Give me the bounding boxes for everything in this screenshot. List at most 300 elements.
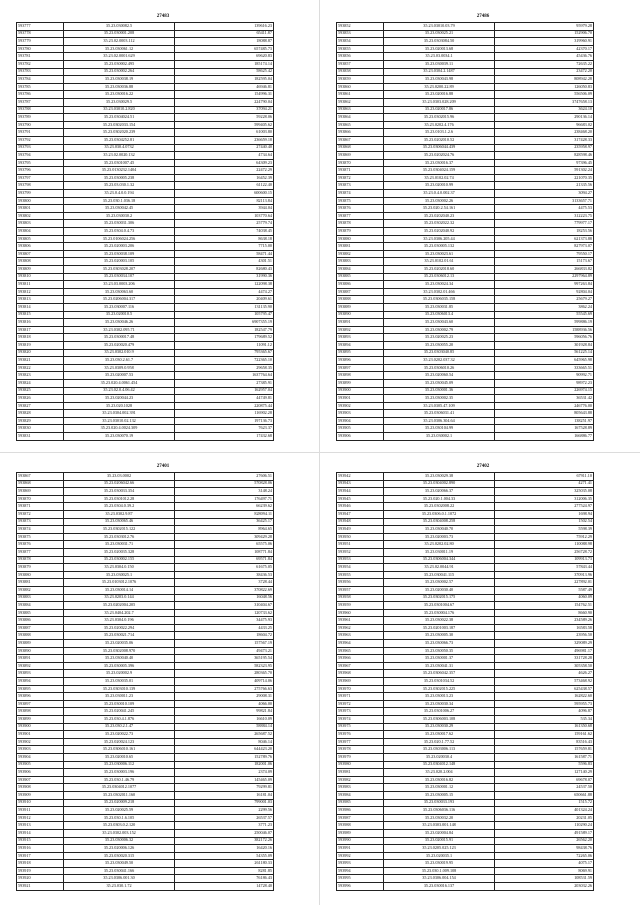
- record-id-cell: 593873: [17, 518, 64, 526]
- amount-cell: 145465.09: [175, 776, 274, 784]
- record-id-cell: 593883: [17, 594, 64, 602]
- account-code-cell: 35.23.0305.47.109: [384, 402, 495, 410]
- table-row: [337, 495, 594, 503]
- table-row: [17, 510, 274, 518]
- account-code-cell: 35.23.0202040.92: [384, 228, 495, 236]
- amount-cell: 26537.57: [175, 814, 274, 822]
- amount-cell: 5596.83: [495, 761, 594, 769]
- account-code-cell: 35.23.030002.57: [384, 579, 495, 587]
- record-id-cell: 593903: [337, 410, 384, 418]
- ledger-table: [336, 22, 594, 441]
- account-code-cell: 35.23.030041.115: [384, 571, 495, 579]
- table-row: [337, 129, 594, 137]
- record-id-cell: 593872: [337, 174, 384, 182]
- account-code-cell: 35.23.0306.205.44: [384, 235, 495, 243]
- account-code-cell: 35.23.0303.0.2.120: [64, 822, 175, 830]
- amount-cell: 38436.53: [175, 571, 274, 579]
- record-id-cell: 593882: [17, 586, 64, 594]
- account-code-cell: 35.23.0306035.158: [384, 296, 495, 304]
- amount-cell: 8046.14: [175, 738, 274, 746]
- amount-cell: 16452.39: [175, 174, 274, 182]
- table-row: [17, 776, 274, 784]
- amount-cell: 66239.62: [175, 503, 274, 511]
- table-row: [17, 693, 274, 701]
- amount-cell: 370822.69: [175, 586, 274, 594]
- table-row: [17, 228, 274, 236]
- record-id-cell: 593987: [337, 814, 384, 822]
- record-id-cell: 593976: [337, 731, 384, 739]
- record-id-cell: 593869: [17, 488, 64, 496]
- account-code-cell: 35.23.0202.02.80: [384, 541, 495, 549]
- record-id-cell: 593919: [17, 867, 64, 875]
- amount-cell: 7715.00: [175, 243, 274, 251]
- table-row: [17, 799, 274, 807]
- amount-cell: 58884.14: [175, 723, 274, 731]
- record-id-cell: 593983: [337, 784, 384, 792]
- account-code-cell: 35.23.030011.19: [384, 548, 495, 556]
- account-code-cell: 35.23.030.1.72: [64, 883, 175, 891]
- account-code-cell: 35.23.0302015.225: [384, 685, 495, 693]
- amount-cell: 827973.07: [495, 243, 594, 251]
- record-id-cell: 593911: [17, 807, 64, 815]
- record-id-cell: 593968: [337, 670, 384, 678]
- table-row: [17, 556, 274, 564]
- table-row: [337, 410, 594, 418]
- record-id-cell: 593790: [17, 121, 64, 129]
- table-row: [17, 761, 274, 769]
- record-id-cell: 593821: [17, 357, 64, 365]
- amount-cell: 595955.73: [495, 700, 594, 708]
- table-row: [17, 433, 274, 441]
- record-id-cell: 593905: [337, 425, 384, 433]
- table-row: [337, 372, 594, 380]
- account-code-cell: 35.23.0202018.60: [384, 266, 495, 274]
- amount-cell: 266833.82: [495, 266, 594, 274]
- table-row: [17, 417, 274, 425]
- account-code-cell: 35.23.020022.294: [64, 624, 175, 632]
- account-code-cell: 35.23.0306013.4: [384, 311, 495, 319]
- record-id-cell: 593885: [337, 273, 384, 281]
- amount-cell: 46946.81: [175, 83, 274, 91]
- account-code-cell: 35.23.0.4.0.0.194: [64, 190, 175, 198]
- account-code-cell: 35.23.030043.98: [384, 76, 495, 84]
- amount-cell: 67911.10: [495, 473, 594, 481]
- amount-cell: 36425.17: [175, 518, 274, 526]
- table-row: [337, 640, 594, 648]
- amount-cell: 161587.71: [495, 753, 594, 761]
- account-code-cell: 35.23.030032.20: [384, 814, 495, 822]
- table-row: [17, 303, 274, 311]
- table-row: [337, 624, 594, 632]
- amount-cell: 61122.40: [175, 182, 274, 190]
- amount-cell: 157567.19: [175, 640, 274, 648]
- record-id-cell: 593896: [17, 693, 64, 701]
- amount-cell: 312006.35: [495, 495, 594, 503]
- amount-cell: 8281.85: [175, 867, 274, 875]
- account-code-cell: 35.23.030066.73: [384, 640, 495, 648]
- amount-cell: 25779.74: [175, 220, 274, 228]
- table-row: [337, 174, 594, 182]
- amount-cell: 226974.15: [495, 387, 594, 395]
- table-row: [337, 571, 594, 579]
- ledger-table: [16, 22, 274, 441]
- account-code-cell: 35.23.0306010.161: [64, 746, 175, 754]
- account-code-cell: 35.23.030002.495: [64, 60, 175, 68]
- record-id-cell: 593990: [337, 837, 384, 845]
- table-row: [17, 266, 274, 274]
- amount-cell: 109913.73: [495, 556, 594, 564]
- record-id-cell: 593867: [17, 473, 64, 481]
- record-id-cell: 593899: [17, 716, 64, 724]
- table-row: [337, 480, 594, 488]
- record-id-cell: 593904: [17, 753, 64, 761]
- table-row: [17, 273, 274, 281]
- amount-cell: 96683.02: [495, 121, 594, 129]
- table-row: [17, 68, 274, 76]
- amount-cell: 120733.62: [175, 609, 274, 617]
- amount-cell: 26562.20: [495, 837, 594, 845]
- amount-cell: 16181.04: [175, 791, 274, 799]
- account-code-cell: 35.23.020.1028: [64, 402, 175, 410]
- table-row: [17, 594, 274, 602]
- record-id-cell: 593947: [337, 510, 384, 518]
- table-row: [337, 883, 594, 891]
- account-code-cell: 35.23.030030.34: [384, 700, 495, 708]
- account-code-cell: 35.23.0102.01.61: [384, 258, 495, 266]
- record-id-cell: 593894: [337, 341, 384, 349]
- record-id-cell: 593981: [337, 769, 384, 777]
- account-code-cell: 35.23.030031.71: [64, 541, 175, 549]
- account-code-cell: 35.23.020013.68: [384, 45, 495, 53]
- amount-cell: 74038.45: [175, 228, 274, 236]
- table-row: [337, 693, 594, 701]
- amount-cell: 34475.93: [175, 617, 274, 625]
- account-code-cell: 35.23.0202040.23: [384, 212, 495, 220]
- account-code-cell: 35.23.030.4.0732: [64, 144, 175, 152]
- amount-cell: 161350.68: [495, 723, 594, 731]
- record-id-cell: 593956: [337, 579, 384, 587]
- table-row: [337, 76, 594, 84]
- record-id-cell: 593820: [17, 349, 64, 357]
- amount-cell: 42370.17: [495, 45, 594, 53]
- amount-cell: 97396.45: [495, 159, 594, 167]
- amount-cell: 1515.72: [495, 799, 594, 807]
- record-id-cell: 593942: [337, 473, 384, 481]
- account-code-cell: 35.23.0304.0.4.73: [64, 228, 175, 236]
- account-code-cell: 35.23.0303040.85: [384, 349, 495, 357]
- amount-cell: 72635.22: [495, 60, 594, 68]
- account-code-cell: 35.23.020066.37: [384, 488, 495, 496]
- account-code-cell: 35.23.030.1.46.79: [64, 776, 175, 784]
- amount-cell: 36531.42: [495, 395, 594, 403]
- account-code-cell: 35.23.0303006.113: [384, 746, 495, 754]
- record-id-cell: 593877: [337, 212, 384, 220]
- account-code-cell: 35.23.020.2.004: [384, 769, 495, 777]
- table-row: [337, 510, 594, 518]
- amount-cell: 370913.96: [495, 571, 594, 579]
- account-code-cell: 35.23.030005.30: [384, 632, 495, 640]
- table-row: [17, 174, 274, 182]
- amount-cell: 95979.28: [495, 23, 594, 31]
- account-code-cell: 35.23.030022.38: [384, 617, 495, 625]
- record-id-cell: 593954: [337, 564, 384, 572]
- record-id-cell: 593900: [337, 387, 384, 395]
- table-row: [337, 106, 594, 114]
- amount-cell: 4060.09: [495, 594, 594, 602]
- amount-cell: 20409.61: [175, 296, 274, 304]
- amount-cell: 650661.88: [495, 791, 594, 799]
- amount-cell: 4301.51: [175, 258, 274, 266]
- table-row: [17, 814, 274, 822]
- account-code-cell: 35.23.0304024.159: [384, 167, 495, 175]
- amount-cell: 116902.28: [175, 410, 274, 418]
- account-code-cell: 35.23.0303012.76: [64, 533, 175, 541]
- account-code-cell: 35.23.020025.59: [64, 807, 175, 815]
- record-id-cell: 593891: [337, 319, 384, 327]
- record-id-cell: 593800: [17, 197, 64, 205]
- record-id-cell: 593964: [337, 640, 384, 648]
- table-row: [17, 106, 274, 114]
- table-row: [337, 296, 594, 304]
- table-row: [17, 152, 274, 160]
- record-id-cell: 593906: [17, 769, 64, 777]
- record-id-cell: 593959: [337, 602, 384, 610]
- account-code-cell: 35.23.020.1.77.52: [384, 738, 495, 746]
- amount-cell: 4626.27: [495, 670, 594, 678]
- account-code-cell: 35.23.030082.5: [64, 23, 175, 31]
- record-id-cell: 593901: [337, 395, 384, 403]
- table-row: [17, 357, 274, 365]
- page-fold-horizontal: [0, 452, 640, 453]
- amount-cell: 333665.51: [495, 364, 594, 372]
- account-code-cell: 35.23.030005.238: [64, 174, 175, 182]
- account-code-cell: 35.23.0304024.51: [64, 114, 175, 122]
- table-row: [17, 678, 274, 686]
- amount-cell: 591302.24: [495, 167, 594, 175]
- table-row: [337, 349, 594, 357]
- amount-cell: 365195.54: [175, 655, 274, 663]
- table-row: [17, 364, 274, 372]
- table-row: [337, 518, 594, 526]
- account-code-cell: 35.23.030033.193: [384, 799, 495, 807]
- account-code-cell: 35.23.030024.34: [384, 281, 495, 289]
- table-row: [337, 602, 594, 610]
- record-id-cell: 593917: [17, 852, 64, 860]
- record-id-cell: 593944: [337, 488, 384, 496]
- account-code-cell: 35.23.0306031.41: [384, 410, 495, 418]
- record-id-cell: 593891: [17, 655, 64, 663]
- account-code-cell: 35.23.030031.85: [384, 303, 495, 311]
- table-row: [337, 503, 594, 511]
- table-row: [17, 488, 274, 496]
- ledger-table: [16, 472, 274, 891]
- table-row: [337, 281, 594, 289]
- account-code-cell: 35.23.020.1.004.33: [384, 495, 495, 503]
- account-code-cell: 35.23.020002.9: [64, 670, 175, 678]
- account-code-cell: 35.23.0202024.76: [384, 152, 495, 160]
- table-row: [337, 266, 594, 274]
- record-id-cell: 593994: [337, 867, 384, 875]
- amount-cell: 122098.38: [175, 281, 274, 289]
- amount-cell: 625438.57: [495, 685, 594, 693]
- record-id-cell: 593782: [17, 60, 64, 68]
- record-id-cell: 593806: [17, 243, 64, 251]
- amount-cell: 496981.17: [495, 647, 594, 655]
- amount-cell: 600600.15: [175, 190, 274, 198]
- account-code-cell: 35.23.0202004.205: [64, 602, 175, 610]
- table-row: [337, 746, 594, 754]
- account-code-cell: 35.23.0302011.160: [64, 791, 175, 799]
- table-row: [337, 68, 594, 76]
- amount-cell: 280365.70: [175, 670, 274, 678]
- account-code-cell: 35.23.0.4.0.002.37: [384, 190, 495, 198]
- page-bottom-left: [8, 464, 308, 891]
- table-row: [17, 867, 274, 875]
- account-code-cell: 35.23.0304008.258: [384, 518, 495, 526]
- table-row: [337, 731, 594, 739]
- record-id-cell: 593972: [337, 700, 384, 708]
- amount-cell: 409714.06: [175, 678, 274, 686]
- amount-cell: 312223.75: [495, 212, 594, 220]
- account-code-cell: 35.23.0300017.48: [64, 334, 175, 342]
- amount-cell: 16610.09: [175, 716, 274, 724]
- table-row: [337, 159, 594, 167]
- record-id-cell: 593830: [17, 425, 64, 433]
- amount-cell: 8069.91: [495, 867, 594, 875]
- table-row: [17, 159, 274, 167]
- account-code-cell: 35.23.0102.02.74: [384, 174, 495, 182]
- record-id-cell: 593974: [337, 716, 384, 724]
- record-id-cell: 593799: [17, 190, 64, 198]
- table-row: [337, 769, 594, 777]
- table-row: [337, 402, 594, 410]
- amount-cell: 808942.28: [495, 76, 594, 84]
- amount-cell: 3094.27: [495, 190, 594, 198]
- account-code-cell: 35.23.0303028.207: [64, 266, 175, 274]
- record-id-cell: 593889: [17, 640, 64, 648]
- amount-cell: 535.34: [495, 716, 594, 724]
- account-code-cell: 35.23.030013.23: [384, 693, 495, 701]
- amount-cell: 6907355.19: [175, 319, 274, 327]
- record-id-cell: 593854: [337, 38, 384, 46]
- account-code-cell: 35.23.030045.09: [384, 379, 495, 387]
- amount-cell: 16583.58: [495, 624, 594, 632]
- account-code-cell: 35.23.0206004.317: [64, 296, 175, 304]
- account-code-cell: 35.23.030002.1: [384, 433, 495, 441]
- account-code-cell: 35.23.0304012.148: [384, 761, 495, 769]
- account-code-cell: 35.23.030041.31: [384, 662, 495, 670]
- account-code-cell: 35.23.020035.1: [384, 852, 495, 860]
- table-row: [17, 753, 274, 761]
- amount-cell: 23956.50: [495, 632, 594, 640]
- record-id-cell: 593898: [337, 372, 384, 380]
- amount-cell: 238468.20: [495, 129, 594, 137]
- account-code-cell: 35.23.030029.38: [384, 473, 495, 481]
- record-id-cell: 593902: [337, 402, 384, 410]
- record-id-cell: 593826: [17, 395, 64, 403]
- amount-cell: 997263.84: [495, 281, 594, 289]
- table-row: [337, 220, 594, 228]
- amount-cell: 573468.92: [495, 678, 594, 686]
- table-row: [337, 83, 594, 91]
- record-id-cell: 593979: [337, 753, 384, 761]
- amount-cell: 275766.63: [175, 685, 274, 693]
- amount-cell: 1637764.64: [175, 372, 274, 380]
- table-row: [17, 281, 274, 289]
- table-row: [17, 746, 274, 754]
- account-code-cell: 35.23.030034.107: [64, 273, 175, 281]
- record-id-cell: 593986: [337, 807, 384, 815]
- record-id-cell: 593874: [17, 526, 64, 534]
- table-row: [17, 334, 274, 342]
- account-code-cell: 35.23.030.2.1.47: [64, 723, 175, 731]
- record-id-cell: 593955: [337, 571, 384, 579]
- table-row: [337, 167, 594, 175]
- table-row: [337, 738, 594, 746]
- table-row: [17, 387, 274, 395]
- account-code-cell: 35.23.030046.26: [64, 319, 175, 327]
- record-id-cell: 593853: [337, 30, 384, 38]
- amount-cell: 277524.97: [495, 503, 594, 511]
- account-code-cell: 35.23.0306012.13: [384, 273, 495, 281]
- account-code-cell: 35.23.020024.123: [64, 738, 175, 746]
- table-row: [17, 296, 274, 304]
- account-code-cell: 35.23.0202.037.32: [384, 357, 495, 365]
- record-id-cell: 593988: [337, 822, 384, 830]
- amount-cell: 110290.24: [495, 822, 594, 830]
- record-id-cell: 593778: [17, 30, 64, 38]
- amount-cell: 4096.87: [495, 708, 594, 716]
- table-row: [337, 784, 594, 792]
- table-row: [337, 548, 594, 556]
- table-row: [17, 807, 274, 815]
- account-code-cell: 35.23.030049.50: [64, 860, 175, 868]
- account-code-cell: 35.23.02.0003.112: [64, 38, 175, 46]
- record-id-cell: 593982: [337, 776, 384, 784]
- record-id-cell: 593879: [17, 564, 64, 572]
- table-row: [337, 761, 594, 769]
- amount-cell: 131135.90: [175, 303, 274, 311]
- table-row: [17, 845, 274, 853]
- table-row: [337, 799, 594, 807]
- account-code-cell: 35.23.030063.60: [64, 288, 175, 296]
- amount-cell: 82113.84: [175, 197, 274, 205]
- account-code-cell: 35.23.0302033.154: [64, 121, 175, 129]
- table-row: [337, 609, 594, 617]
- table-row: [337, 829, 594, 837]
- account-code-cell: 35.23.0302022.32: [384, 220, 495, 228]
- record-id-cell: 593946: [337, 503, 384, 511]
- amount-cell: 4475.53: [495, 205, 594, 213]
- amount-cell: 182001.06: [175, 761, 274, 769]
- page-bottom-right: [328, 464, 628, 891]
- record-id-cell: 593980: [337, 761, 384, 769]
- record-id-cell: 593899: [337, 379, 384, 387]
- account-code-cell: 35.23.0306036.116: [384, 807, 495, 815]
- table-row: [17, 197, 274, 205]
- amount-cell: 596056.76: [495, 334, 594, 342]
- account-code-cell: 35.23.030.1.009.108: [384, 867, 495, 875]
- amount-cell: 828598.46: [495, 152, 594, 160]
- record-id-cell: 593963: [337, 632, 384, 640]
- amount-cell: 185174.14: [175, 60, 274, 68]
- amount-cell: 179689.52: [175, 334, 274, 342]
- amount-cell: 7623.37: [175, 425, 274, 433]
- table-row: [337, 473, 594, 481]
- amount-cell: 83516.43: [495, 738, 594, 746]
- amount-cell: 2374.09: [175, 769, 274, 777]
- account-code-cell: 35.23.030002.264: [64, 68, 175, 76]
